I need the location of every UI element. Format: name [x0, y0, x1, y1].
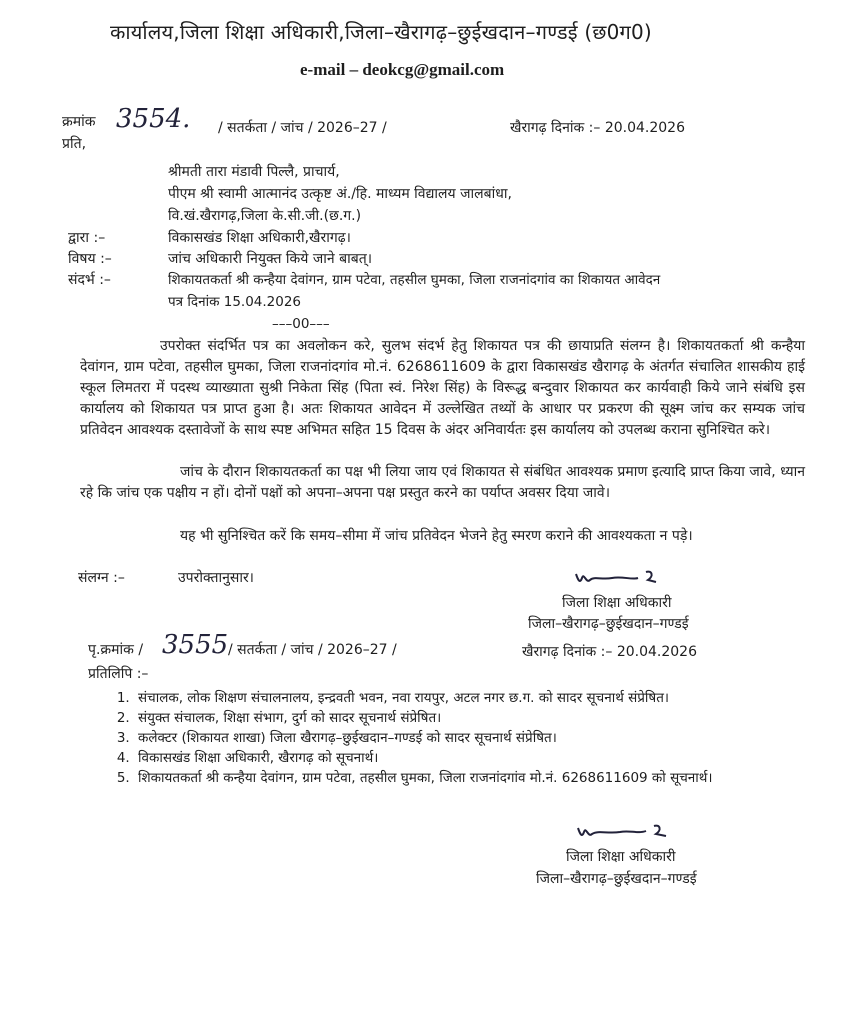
copy-item-3: 3. कलेक्टर (शिकायत शाखा) जिला खैरागढ़–छुईखदान–गण्डई को सादर सूचनार्थ संप्रेषित। — [134, 728, 834, 748]
kramank-number: 3554. — [116, 104, 191, 134]
recipient-line-1: श्रीमती तारा मंडावी पिल्लै, प्राचार्य, — [168, 164, 340, 180]
copy-list — [108, 688, 834, 788]
sandarbh-line-2: पत्र दिनांक 15.04.2026 — [168, 294, 302, 310]
paragraph-3: यह भी सुनिश्चित करें कि समय–सीमा में जांच प्रतिवेदन भेजने हेतु स्मरण कराने की आवश्यकता न पड़े। — [180, 528, 693, 544]
copy-item-5: 5. शिकायतकर्ता श्री कन्हैया देवांगन, ग्राम पटेवा, तहसील घुमका, जिला राजनांदगांव मो.नं. 6268611609 को सूचनार्थ। — [134, 768, 834, 788]
office-title: कार्यालय,जिला शिक्षा अधिकारी,जिला–खैरागढ़–छुईखदान–गण्डई (छ0ग0) — [110, 20, 652, 44]
vishay-label: विषय :– — [68, 251, 112, 267]
place-date: खैरागढ़ दिनांक :– 20.04.2026 — [510, 120, 686, 136]
recipient-line-2: पीएम श्री स्वामी आत्मानंद उत्कृष्ट अं./हि. माध्यम विद्यालय जालबांधा, — [168, 186, 512, 202]
sanlagn-text: उपरोक्तानुसार। — [178, 570, 254, 586]
pr-kramank-label: पृ.क्रमांक / — [88, 642, 144, 658]
pr-kramank-number: 3555 — [162, 630, 229, 660]
endorsement-place-date: खैरागढ़ दिनांक :– 20.04.2026 — [522, 644, 698, 660]
sandarbh-line-1: शिकायतकर्ता श्री कन्हैया देवांगन, ग्राम पटेवा, तहसील घुमका, जिला राजनांदगांव का शिकायत आवेदन — [168, 272, 661, 288]
dwara-text: विकासखंड शिक्षा अधिकारी,खैरागढ़। — [168, 230, 351, 246]
signatory-place-2: जिला–खैरागढ़–छुईखदान–गण्डई — [536, 871, 697, 887]
dwara-label: द्वारा :– — [68, 230, 106, 246]
sanlagn-label: संलग्न :– — [78, 570, 125, 586]
kramank-suffix: / सतर्कता / जांच / 2026–27 / — [218, 120, 387, 136]
pr-kramank-suffix: / सतर्कता / जांच / 2026–27 / — [228, 642, 397, 658]
office-email: e-mail – deokcg@gmail.com — [300, 60, 505, 79]
vishay-text: जांच अधिकारी नियुक्त किये जाने बाबत्। — [168, 251, 372, 267]
signatory-title-1: जिला शिक्षा अधिकारी — [562, 595, 672, 611]
copy-item-4: 4. विकासखंड शिक्षा अधिकारी, खैरागढ़ को सूचनार्थ। — [134, 748, 834, 768]
signature-2-icon — [574, 818, 674, 848]
copy-item-2: 2. संयुक्त संचालक, शिक्षा संभाग, दुर्ग को सादर सूचनार्थ संप्रेषित। — [134, 708, 834, 728]
signatory-title-2: जिला शिक्षा अधिकारी — [566, 849, 676, 865]
prati-label: प्रति, — [62, 136, 87, 152]
recipient-line-3: वि.खं.खैरागढ़,जिला के.सी.जी.(छ.ग.) — [168, 208, 362, 224]
separator: –––00––– — [272, 316, 330, 332]
copy-item-1: 1. संचालक, लोक शिक्षण संचालनालय, इन्द्रवती भवन, नवा रायपुर, अटल नगर छ.ग. को सादर सूचनार्थ संप्रेषित। — [134, 688, 834, 708]
kramank-label: क्रमांक — [62, 114, 96, 130]
paragraph-2: जांच के दौरान शिकायतकर्ता का पक्ष भी लिया जाय एवं शिकायत से संबंधित आवश्यक प्रमाण इत्यादि प्राप्त किया जावे, ध्यान रहे कि जांच एक पक्षीय न हों। दोनों पक्षों को अपना–अपना पक्ष प्रस्तुत करने का पर्याप्त अवसर दिया जावे। — [80, 464, 805, 501]
pratilipi-label: प्रतिलिपि :– — [88, 666, 149, 682]
paragraph-1: उपरोक्त संदर्भित पत्र का अवलोकन करे, सुलभ संदर्भ हेतु शिकायत पत्र की छायाप्रति संलग्न है। शिकायतकर्ता श्री कन्हैया देवांगन, ग्राम पटेवा, तहसील घुमका, जिला राजनांदगांव मो.नं. 6268611609 के द्वारा विकासखंड खैरागढ़ के अंतर्गत संचालित शासकीय हाई स्कूल लिमतरा में पदस्थ व्याख्याता सुश्री निकेता सिंह (पिता स्वं. निरेश सिंह) के विरूद्ध बन्दुवार शिकायत कर कार्यवाही किये जाने संबंधि इस कार्यालय को शिकायत पत्र प्राप्त हुआ है। अतः शिकायत आवेदन में उल्लेखित तथ्यों के आधार पर प्रकरण की सूक्ष्म जांच कर सम्यक जांच प्रतिवेदन आवश्यक दस्तावेजों के साथ स्पष्ट अभिमत सहित 15 दिवस के अंदर अनिवार्यतः इस कार्यालय को उपलब्ध कराना सुनिश्चित करे। — [80, 338, 805, 438]
sandarbh-label: संदर्भ :– — [68, 272, 111, 288]
signature-1-icon — [572, 566, 662, 594]
signatory-place-1: जिला–खैरागढ़–छुईखदान–गण्डई — [528, 616, 689, 632]
